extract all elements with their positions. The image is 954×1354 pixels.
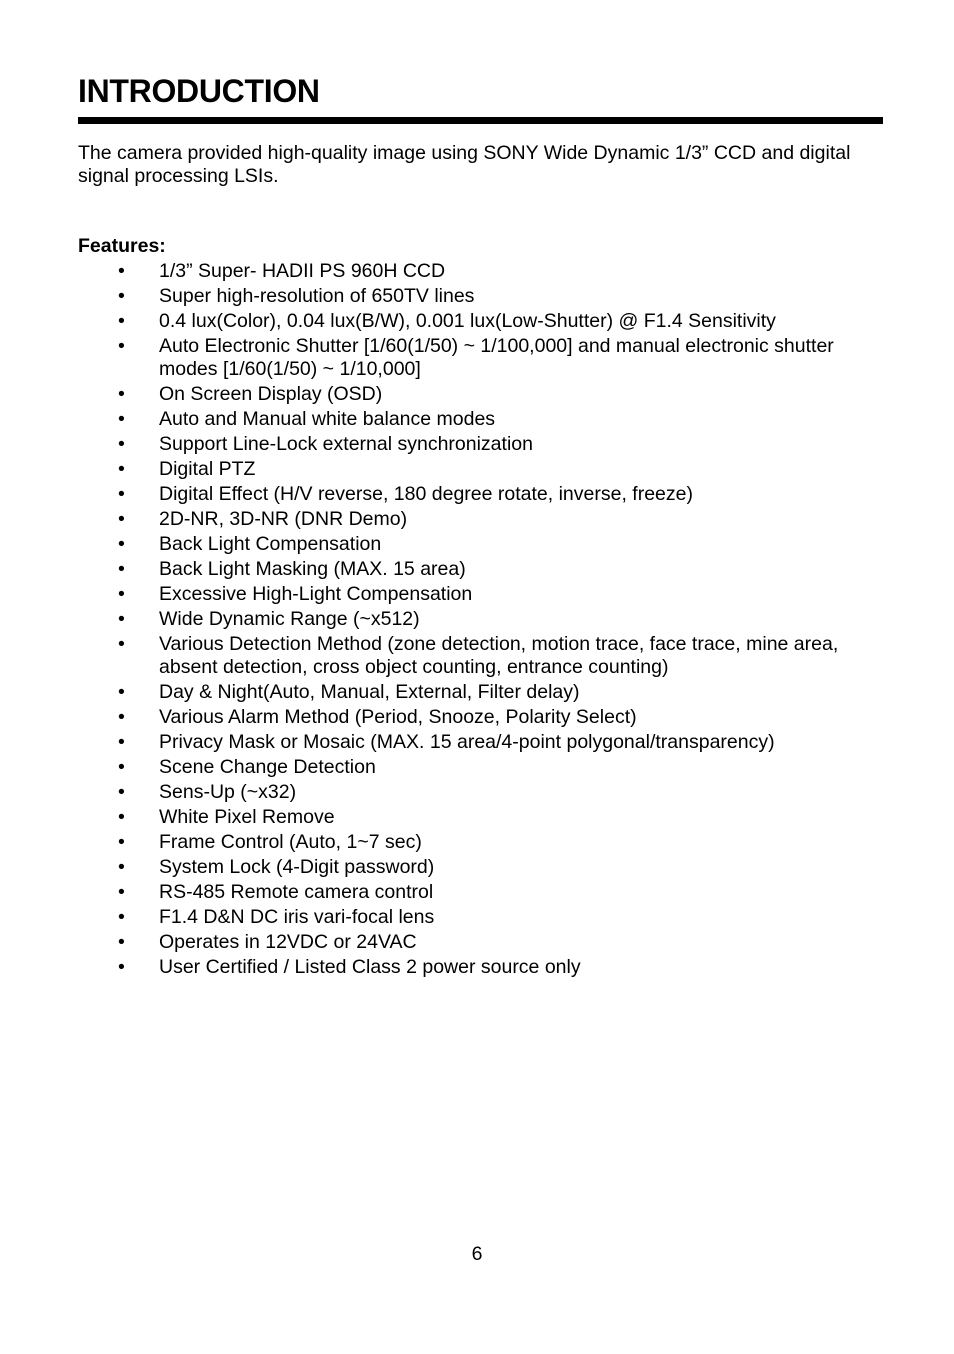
bullet-icon: •: [118, 706, 125, 728]
feature-item: [78, 508, 883, 531]
feature-text: Day & Night(Auto, Manual, External, Filter delay): [159, 681, 580, 703]
feature-item: [78, 633, 883, 679]
feature-item: [78, 781, 883, 804]
feature-item: [78, 806, 883, 829]
feature-text: Sens-Up (~x32): [159, 781, 297, 803]
feature-item: [78, 408, 883, 431]
bullet-icon: •: [118, 681, 125, 703]
feature-text: Various Detection Method (zone detection, motion trace, face trace, mine area, absent detection, cross object counting, entrance counting): [159, 633, 839, 678]
features-heading: Features:: [78, 235, 166, 257]
feature-item: [78, 906, 883, 929]
bullet-icon: •: [118, 433, 125, 455]
feature-text: Auto Electronic Shutter [1/60(1/50) ~ 1/100,000] and manual electronic shutter modes [1/60(1/50) ~ 1/10,000]: [159, 335, 834, 380]
bullet-icon: •: [118, 483, 125, 505]
feature-item: [78, 831, 883, 854]
feature-text: Support Line-Lock external synchronization: [159, 433, 533, 455]
bullet-icon: •: [118, 831, 125, 853]
feature-item: [78, 260, 883, 283]
bullet-icon: •: [118, 310, 125, 332]
feature-item: [78, 756, 883, 779]
feature-item: [78, 285, 883, 308]
feature-text: 2D-NR, 3D-NR (DNR Demo): [159, 508, 408, 530]
feature-text: On Screen Display (OSD): [159, 383, 383, 405]
bullet-icon: •: [118, 906, 125, 928]
feature-text: Excessive High-Light Compensation: [159, 583, 473, 605]
feature-item: [78, 706, 883, 729]
feature-text: Back Light Compensation: [159, 533, 382, 555]
bullet-icon: •: [118, 383, 125, 405]
feature-text: Super high-resolution of 650TV lines: [159, 285, 475, 307]
bullet-icon: •: [118, 781, 125, 803]
bullet-icon: •: [118, 856, 125, 878]
feature-text: White Pixel Remove: [159, 806, 335, 828]
bullet-icon: •: [118, 533, 125, 555]
feature-text: 1/3” Super- HADII PS 960H CCD: [159, 260, 446, 282]
feature-item: [78, 608, 883, 631]
feature-text: Privacy Mask or Mosaic (MAX. 15 area/4-point polygonal/transparency): [159, 731, 775, 753]
bullet-icon: •: [118, 731, 125, 753]
bullet-icon: •: [118, 881, 125, 903]
feature-item: [78, 483, 883, 506]
feature-item: [78, 433, 883, 456]
features-list: [78, 260, 883, 981]
bullet-icon: •: [118, 806, 125, 828]
feature-item: [78, 533, 883, 556]
feature-text: Back Light Masking (MAX. 15 area): [159, 558, 466, 580]
bullet-icon: •: [118, 756, 125, 778]
bullet-icon: •: [118, 956, 125, 978]
feature-text: System Lock (4-Digit password): [159, 856, 435, 878]
feature-item: [78, 681, 883, 704]
feature-item: [78, 558, 883, 581]
feature-text: RS-485 Remote camera control: [159, 881, 434, 903]
feature-text: Operates in 12VDC or 24VAC: [159, 931, 417, 953]
feature-text: Frame Control (Auto, 1~7 sec): [159, 831, 422, 853]
feature-item: [78, 881, 883, 904]
feature-text: Various Alarm Method (Period, Snooze, Polarity Select): [159, 706, 637, 728]
feature-item: [78, 931, 883, 954]
feature-text: F1.4 D&N DC iris vari-focal lens: [159, 906, 435, 928]
feature-item: [78, 335, 883, 381]
bullet-icon: •: [118, 558, 125, 580]
feature-text: Auto and Manual white balance modes: [159, 408, 496, 430]
feature-item: [78, 956, 883, 979]
feature-text: User Certified / Listed Class 2 power source only: [159, 956, 581, 978]
feature-item: [78, 856, 883, 879]
bullet-icon: •: [118, 608, 125, 630]
bullet-icon: •: [118, 260, 125, 282]
feature-item: [78, 583, 883, 606]
feature-text: Digital PTZ: [159, 458, 256, 480]
bullet-icon: •: [118, 335, 125, 357]
feature-item: [78, 458, 883, 481]
bullet-icon: •: [118, 408, 125, 430]
intro-paragraph: The camera provided high-quality image using SONY Wide Dynamic 1/3” CCD and digital signal processing LSIs.: [78, 142, 851, 187]
feature-text: 0.4 lux(Color), 0.04 lux(B/W), 0.001 lux(Low-Shutter) @ F1.4 Sensitivity: [159, 310, 776, 332]
feature-text: Digital Effect (H/V reverse, 180 degree rotate, inverse, freeze): [159, 483, 693, 505]
bullet-icon: •: [118, 508, 125, 530]
feature-item: [78, 383, 883, 406]
page-number: 6: [471, 1243, 483, 1265]
bullet-icon: •: [118, 633, 125, 655]
bullet-icon: •: [118, 931, 125, 953]
bullet-icon: •: [118, 583, 125, 605]
page-title: INTRODUCTION: [78, 73, 320, 109]
feature-text: Scene Change Detection: [159, 756, 376, 778]
bullet-icon: •: [118, 285, 125, 307]
feature-text: Wide Dynamic Range (~x512): [159, 608, 420, 630]
title-underline-rule: [78, 117, 883, 124]
feature-item: [78, 310, 883, 333]
feature-item: [78, 731, 883, 754]
bullet-icon: •: [118, 458, 125, 480]
